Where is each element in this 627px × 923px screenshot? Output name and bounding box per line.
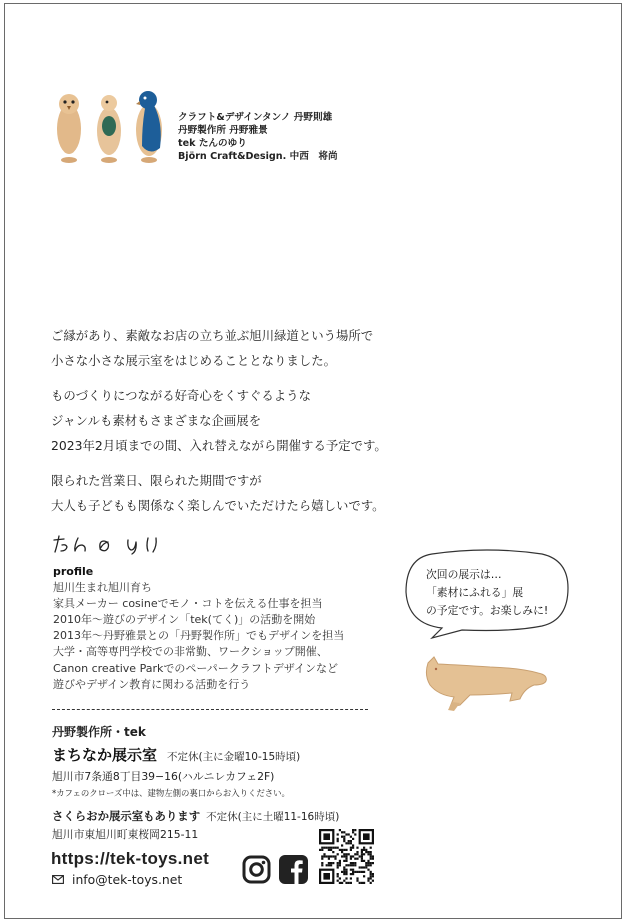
sakura-name-row [52,808,339,824]
credit-line: Björn Craft&Design. 中西 将尚 [178,151,338,162]
intro-line: ものづくりにつながる好奇心をくすぐるような [51,388,311,403]
green-bird-figure [97,95,121,163]
profile-heading: profile [53,565,94,578]
social-links [242,855,308,884]
next-exhibition-note [426,566,548,620]
intro-paragraph [51,323,571,373]
sakuraoka-showroom [52,808,339,842]
mail-icon [52,875,64,884]
dashed-divider [52,709,368,710]
speech-line: 「素材にふれる」展 [426,586,524,599]
owl-figure [57,94,81,163]
qr-code[interactable] [319,829,374,884]
shop-name: まちなか展示室 [52,746,158,764]
speech-line: の予定です。お楽しみに! [426,604,549,617]
intro-line: 小さな小さな展示室をはじめることとなりました。 [51,353,336,368]
email-row[interactable] [52,872,182,887]
wooden-birds-image [52,86,167,166]
blue-bird-figure [136,91,162,163]
profile-line: 2013年〜丹野雅景との「丹野製作所」でもデザインを担当 [53,629,345,643]
facebook-icon[interactable] [279,855,308,884]
shop-hours: 不定休(主に金曜10-15時頃) [167,751,301,763]
intro-line: 大人も子どもも関係なく楽しんでいただけたら嬉しいです。 [51,498,385,513]
profile-line: Canon creative Parkでのペーパークラフトデザインなど [53,661,339,675]
speech-line: 次回の展示は… [426,568,502,581]
intro-line: ジャンルも素材もさまざまな企画展を [51,413,262,428]
wooden-cat-image [420,655,550,713]
shop-address: 旭川市7条通8丁目39−16(ハルニレカフェ2F) [52,770,275,783]
intro-paragraph [51,468,571,518]
handwritten-signature [52,532,172,556]
sakura-hours: 不定休(主に土曜11-16時頃) [206,811,340,823]
email-address: info@tek-toys.net [72,872,183,887]
credit-line: クラフト&デザインタンノ 丹野則雄 [178,112,333,123]
credit-line: tek たんのゆり [178,138,247,149]
shop-brand: 丹野製作所・tek [52,725,146,739]
shop-note: *カフェのクローズ中は、建物左側の裏口からお入りください。 [52,788,290,798]
sakura-address: 旭川市東旭川町東桜岡215-11 [52,828,199,841]
sakura-name: さくらおか展示室もあります [52,809,201,823]
machinaka-showroom [52,723,300,799]
profile-line: 2010年〜遊びのデザイン「tek(てく)」の活動を開始 [53,613,316,627]
shop-name-row [52,744,300,765]
credit-line: 丹野製作所 丹野雅景 [178,125,268,136]
intro-line: 限られた営業日、限られた期間ですが [51,473,262,488]
profile-section [53,564,344,693]
profile-line: 大学・高等専門学校での非常勤、ワークショップ開催、 [53,645,328,659]
intro-paragraph [51,383,571,458]
profile-line: 家具メーカー cosineでモノ・コトを伝える仕事を担当 [53,597,323,611]
instagram-icon[interactable] [242,855,271,884]
intro-text [51,323,571,528]
intro-line: 2023年2月頃までの間、入れ替えながら開催する予定です。 [51,438,387,453]
profile-line: 遊びやデザイン教育に関わる活動を行う [53,677,251,691]
maker-credits [178,111,338,163]
intro-line: ご縁があり、素敵なお店の立ち並ぶ旭川緑道という場所で [51,328,374,343]
profile-line: 旭川生まれ旭川育ち [53,581,152,595]
website-link[interactable]: https://tek-toys.net [51,849,210,868]
